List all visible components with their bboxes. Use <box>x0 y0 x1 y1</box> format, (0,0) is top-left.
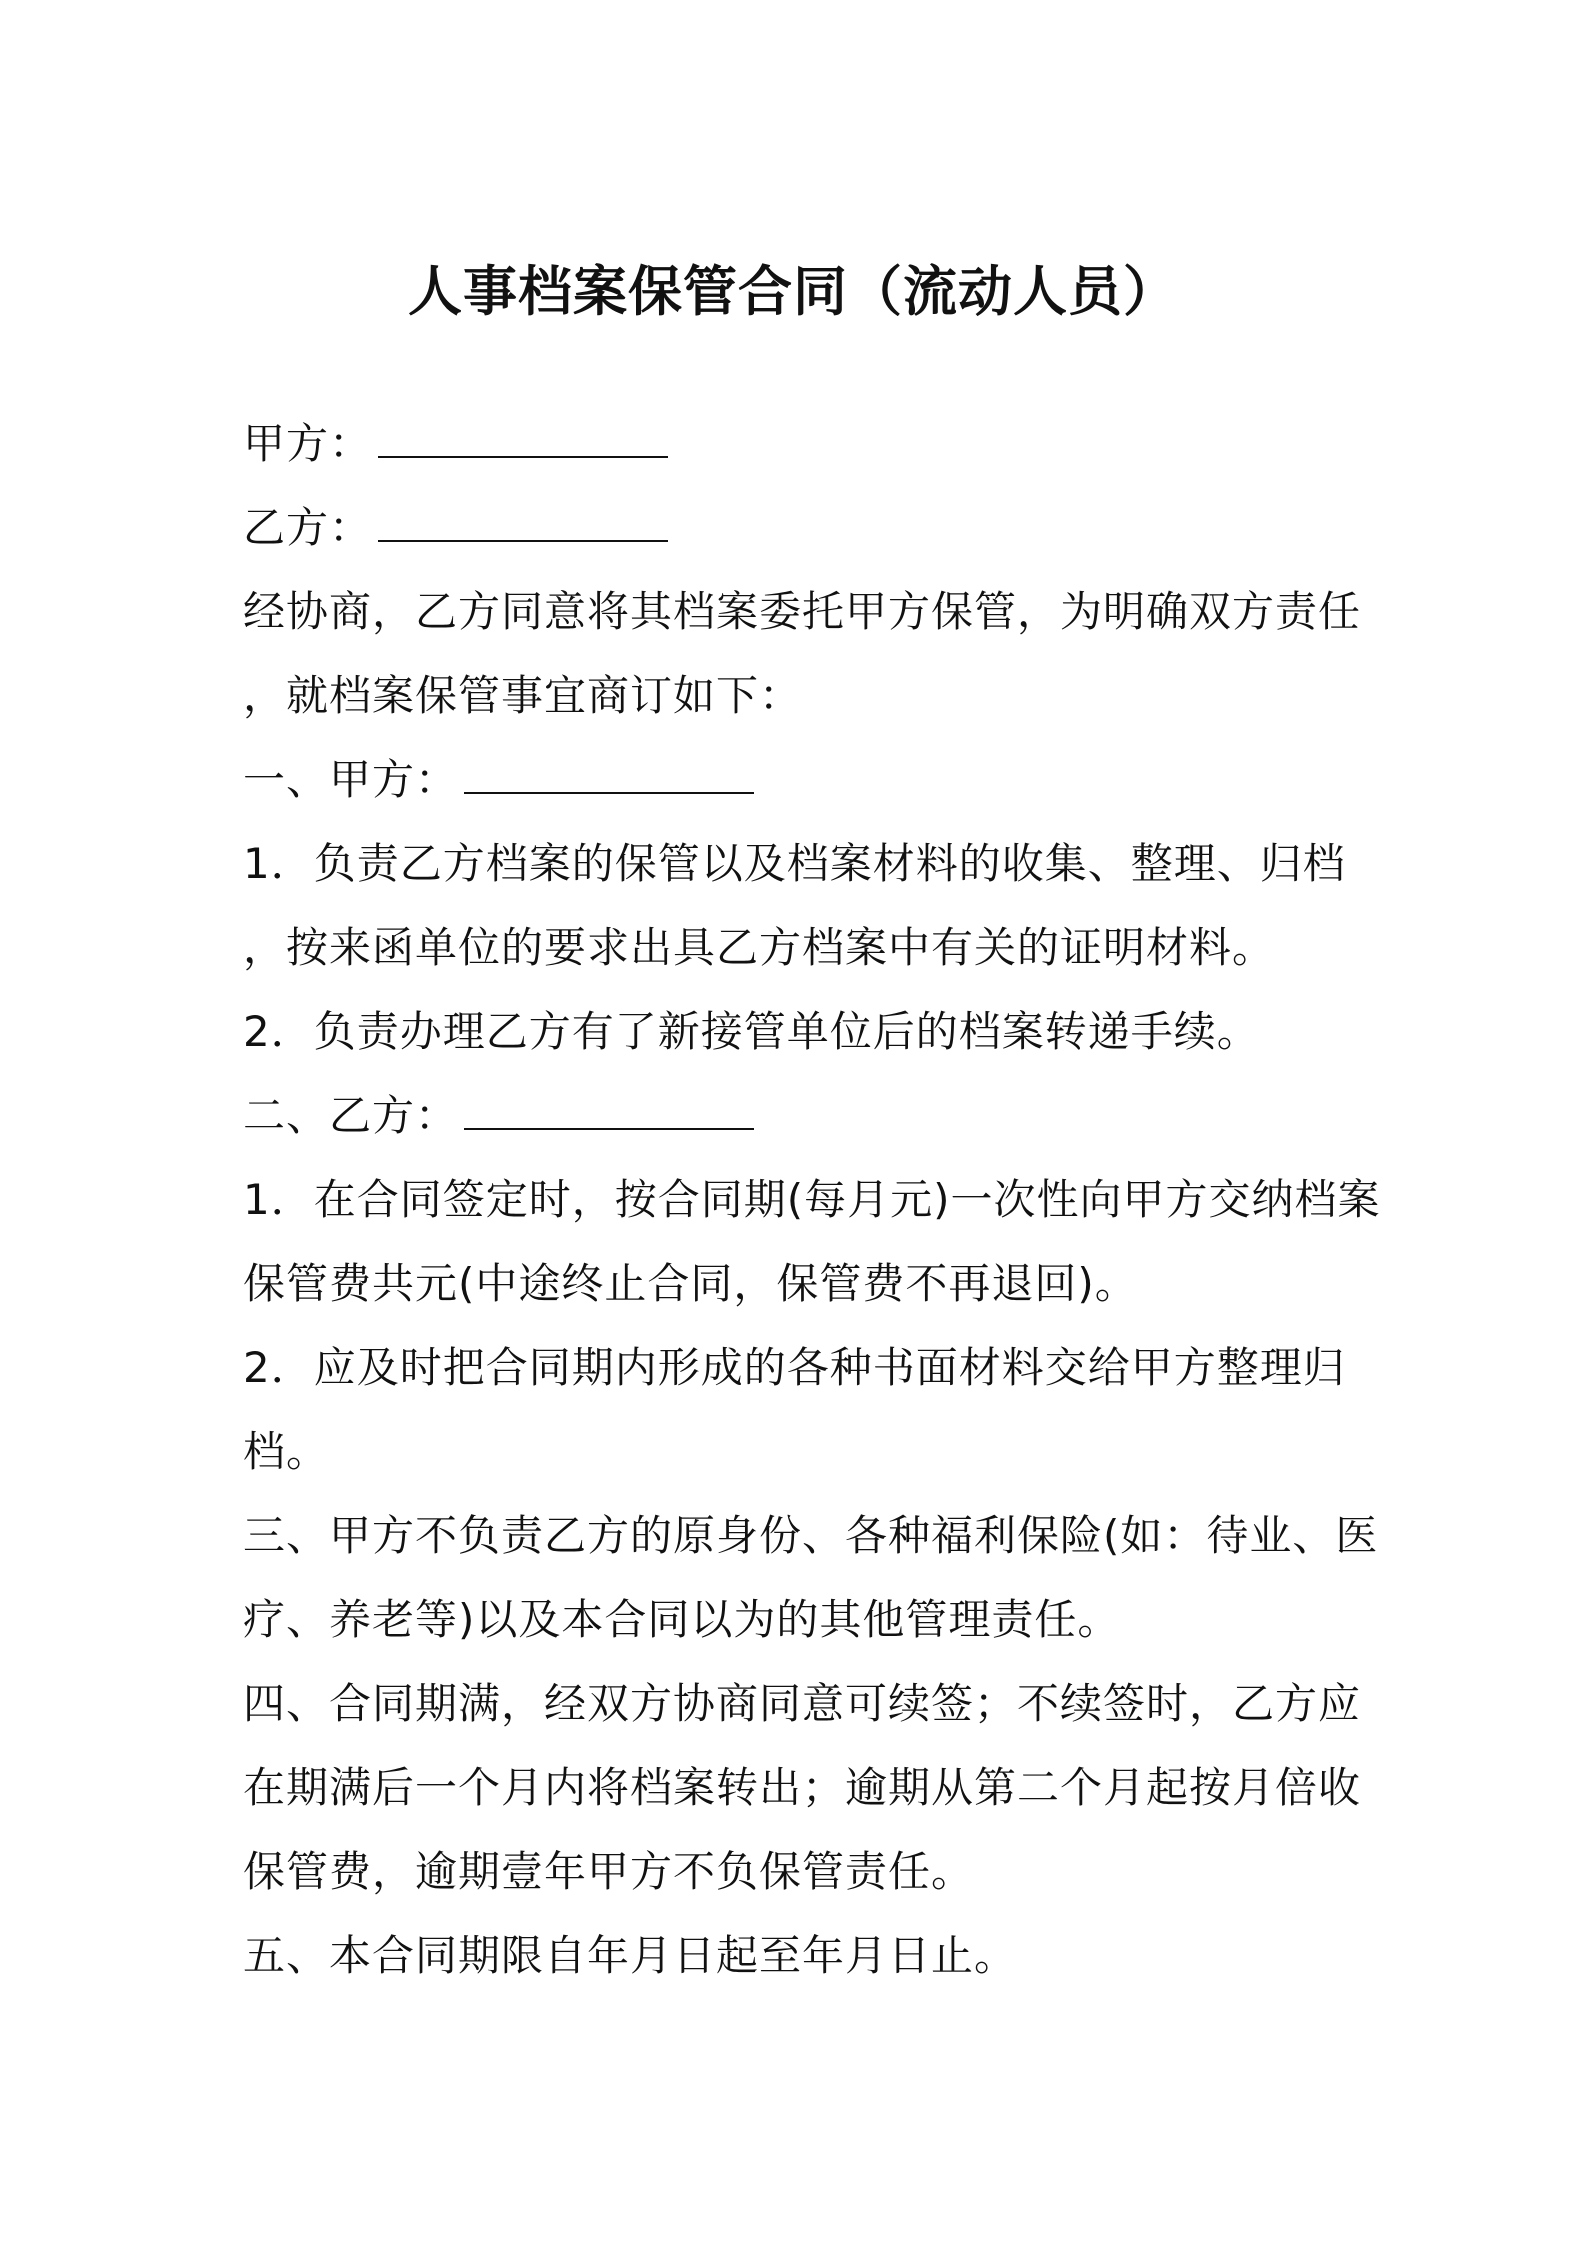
document-line <box>243 1074 1363 1158</box>
document-line <box>243 654 1363 738</box>
line-text: 在期满后一个月内将档案转出；逾期从第二个月起按月倍收 <box>243 1763 1362 1812</box>
line-text: 五、本合同期限自年月日起至年月日止。 <box>243 1931 1018 1980</box>
document-line <box>243 1494 1379 1578</box>
line-text: 档。 <box>243 1427 330 1476</box>
line-text: 保管费，逾期壹年甲方不负保管责任。 <box>243 1847 975 1896</box>
document-line <box>243 1242 1363 1326</box>
document-line <box>243 1158 1381 1242</box>
line-text: 保管费共元(中途终止合同，保管费不再退回)。 <box>243 1259 1138 1308</box>
document-line <box>243 1914 1363 1998</box>
line-text: 经协商，乙方同意将其档案委托甲方保管，为明确双方责任 <box>243 587 1362 636</box>
document-line <box>243 1830 1363 1914</box>
line-text: 疗、养老等)以及本合同以为的其他管理责任。 <box>243 1595 1121 1644</box>
document-line <box>243 486 1363 570</box>
document-title: 人事档案保管合同（流动人员） <box>408 260 1178 323</box>
document-line <box>243 402 1363 486</box>
line-text: 1．在合同签定时，按合同期(每月元)一次性向甲方交纳档案 <box>243 1175 1381 1224</box>
document-line <box>243 990 1363 1074</box>
document-line <box>243 1662 1363 1746</box>
document-line <box>243 1578 1363 1662</box>
line-text: 乙方： <box>243 503 373 552</box>
line-text: 甲方： <box>243 419 373 468</box>
document-line <box>243 738 1363 822</box>
line-text: 1．负责乙方档案的保管以及档案材料的收集、整理、归档 <box>243 839 1346 888</box>
line-text: 一、甲方： <box>243 755 459 804</box>
document-line <box>243 822 1363 906</box>
line-text: 二、乙方： <box>243 1091 459 1140</box>
fill-in-blank <box>464 1088 754 1130</box>
line-text: 三、甲方不负责乙方的原身份、各种福利保险(如：待业、医 <box>243 1511 1379 1560</box>
fill-in-blank <box>464 752 754 794</box>
line-text: 2．负责办理乙方有了新接管单位后的档案转递手续。 <box>243 1007 1260 1056</box>
document-line <box>243 1410 1363 1494</box>
document-body <box>243 402 1381 1998</box>
fill-in-blank <box>378 500 668 542</box>
line-text: 2．应及时把合同期内形成的各种书面材料交给甲方整理归 <box>243 1343 1346 1392</box>
document-line <box>243 1326 1363 1410</box>
fill-in-blank <box>378 416 668 458</box>
document-line <box>243 570 1363 654</box>
line-text: ，按来函单位的要求出具乙方档案中有关的证明材料。 <box>243 923 1276 972</box>
line-text: ，就档案保管事宜商订如下： <box>243 671 803 720</box>
document-line <box>243 906 1363 990</box>
document-line <box>243 1746 1363 1830</box>
line-text: 四、合同期满，经双方协商同意可续签；不续签时，乙方应 <box>243 1679 1362 1728</box>
